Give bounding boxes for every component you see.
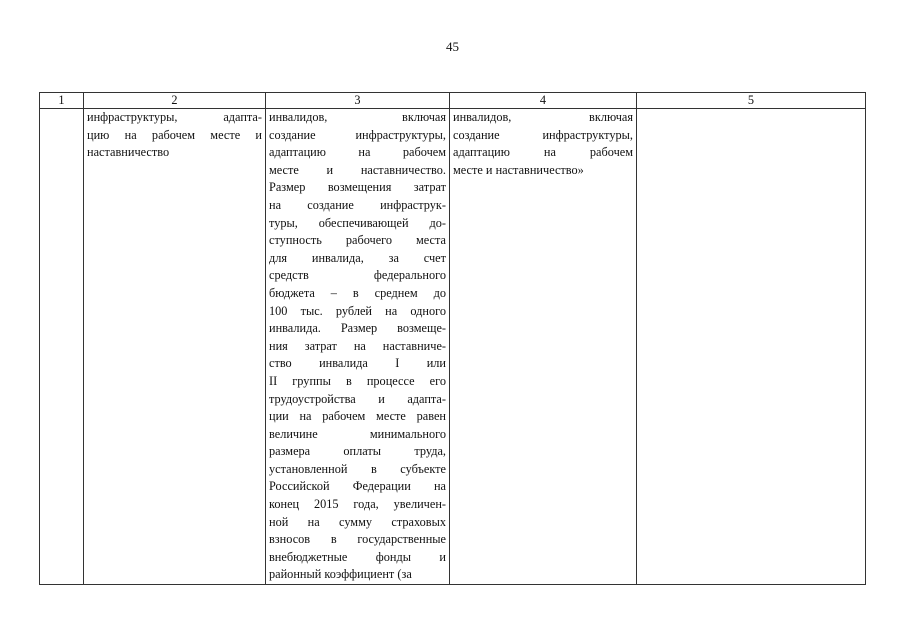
page-number: 45 xyxy=(446,39,459,54)
text-line: Размер возмещения затрат xyxy=(269,180,446,195)
cell-col2-text xyxy=(87,109,262,162)
text-line: размера оплаты труда, xyxy=(269,444,446,459)
text-line: ство инвалида I или xyxy=(269,356,446,371)
text-line: взносов в государственные xyxy=(269,532,446,547)
text-line: инвалидов, включая xyxy=(453,110,633,124)
text-line: трудоустройства и адапта- xyxy=(269,391,446,406)
text-line: Российской Федерации на xyxy=(269,479,446,494)
cell-col4-text xyxy=(453,109,633,179)
text-line: II группы в процессе его xyxy=(269,373,446,388)
text-line: величине минимального xyxy=(269,426,446,441)
text-line: месте и наставничество» xyxy=(453,162,584,177)
column-header-5: 5 xyxy=(637,93,866,109)
cell-col2 xyxy=(84,109,266,585)
text-line: туры, обеспечивающей до- xyxy=(269,215,446,230)
text-line: создание инфраструктуры, xyxy=(269,127,446,142)
table-header-row xyxy=(40,93,866,109)
column-header-3: 3 xyxy=(266,93,450,109)
text-line: средств федерального xyxy=(269,268,446,283)
text-line: цию на рабочем месте и xyxy=(87,127,262,142)
text-line: районный коэффициент (за xyxy=(269,567,412,582)
text-line: для инвалида, за счет xyxy=(269,250,446,265)
text-line: внебюджетные фонды и xyxy=(269,549,446,564)
text-line: установленной в субъекте xyxy=(269,461,446,476)
text-line: инвалидов, включая xyxy=(269,110,446,124)
text-line: месте и наставничество. xyxy=(269,162,446,177)
text-line: адаптацию на рабочем xyxy=(269,145,446,160)
text-line: ступность рабочего места xyxy=(269,233,446,248)
table-row xyxy=(40,109,866,585)
text-line: наставничество xyxy=(87,145,170,160)
text-line: создание инфраструктуры, xyxy=(453,127,633,142)
document-table xyxy=(39,92,866,585)
text-line: ной на сумму страховых xyxy=(269,514,446,529)
text-line: адаптацию на рабочем xyxy=(453,145,633,160)
column-header-2: 2 xyxy=(84,93,266,109)
cell-col3-text xyxy=(269,109,446,584)
text-line: ции на рабочем месте равен xyxy=(269,409,446,424)
cell-col5 xyxy=(637,109,866,585)
text-line: 100 тыс. рублей на одного xyxy=(269,303,446,318)
text-line: ния затрат на наставниче- xyxy=(269,338,446,353)
cell-col3 xyxy=(266,109,450,585)
text-line: бюджета – в среднем до xyxy=(269,285,446,300)
column-header-4: 4 xyxy=(450,93,637,109)
text-line: инвалида. Размер возмеще- xyxy=(269,321,446,336)
text-line: конец 2015 года, увеличен- xyxy=(269,497,446,512)
cell-col1 xyxy=(40,109,84,585)
text-line: на создание инфраструк- xyxy=(269,197,446,212)
column-header-1: 1 xyxy=(40,93,84,109)
text-line: инфраструктуры, адапта- xyxy=(87,110,262,124)
cell-col4 xyxy=(450,109,637,585)
